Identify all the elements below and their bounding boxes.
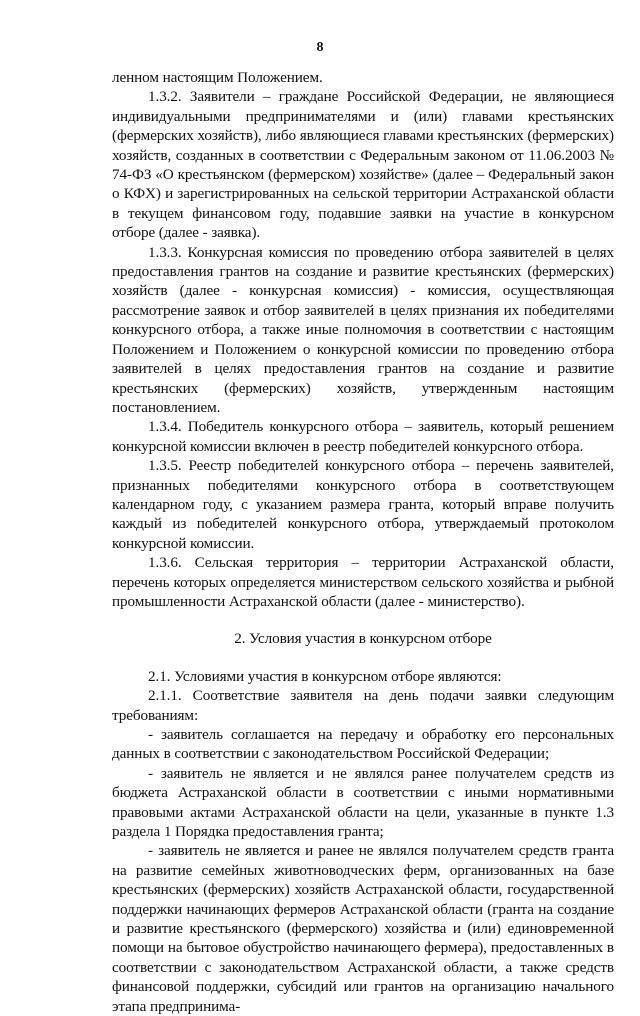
paragraph-1-3-6: 1.3.6. Сельская территория – территории Астраханской области, перечень которых определяется министерством сельского хозяйства и рыбной промышленности Астраханской области (далее - министерство). — [112, 554, 614, 610]
paragraph-1-3-3: 1.3.3. Конкурсная комиссия по проведению отбора заявителей в целях предоставления грантов на создание и развитие крестьянских (фермерских) хозяйств (далее - конкурсная комиссия) - комиссия, осуществляющая рассмотрение заявок и отбор заявителей в целях признания их победителями конкурсного отбора, а также иные полномочия в соответствии с настоящим Положением и Положением о конкурсной комиссии по проведению отбора заявителей в целях предоставления грантов на создание и развитие крестьянских (фермерских) хозяйств, утвержденным настоящим постановлением. — [112, 243, 614, 416]
paragraph-2-1-1: 2.1.1. Соответствие заявителя на день подачи заявки следующим требованиям: — [112, 687, 614, 724]
page-number: 8 — [316, 40, 324, 55]
paragraph-1-3-2: 1.3.2. Заявители – граждане Российской Федерации, не являющиеся индивидуальными предпринимателями и (или) главами крестьянских (фермерских хозяйств), либо являющиеся главами крестьянских (фермерских) хозяйств, созданных в соответствии с Федеральным законом от 11.06.2003 № 74-ФЗ «О крестьянском (фермерском) хозяйстве» (далее – Федеральный закон о КФХ) и зарегистрированных на сельской территории Астраханской области в текущем финансовом году, подавшие заявки на участие в конкурсном отборе (далее - заявка). — [112, 88, 614, 242]
paragraph-1-3-4: 1.3.4. Победитель конкурсного отбора – заявитель, который решением конкурсной комиссии включен в реестр победителей конкурсного отбора. — [112, 418, 614, 455]
paragraph-2-1: 2.1. Условиями участия в конкурсном отборе являются: — [148, 667, 502, 685]
list-item-budget-funds: - заявитель не является и не являлся ранее получателем средств из бюджета Астраханской области в соответствии с иными нормативными правовыми актами Астраханской области на цели, указанные в пункте 1.3 раздела 1 Порядка предоставления гранта; — [112, 764, 614, 841]
paragraph-1-3-5: 1.3.5. Реестр победителей конкурсного отбора – перечень заявителей, признанных победителями конкурсного отбора в соответствующем календарном году, с указанием размера гранта, который вправе получить каждый из победителей конкурсного отбора, утверждаемый протоколом конкурсной комиссии. — [112, 457, 614, 552]
paragraph-continuation: ленном настоящим Положением. — [112, 69, 323, 86]
document-body — [112, 68, 614, 1016]
list-item-personal-data: - заявитель соглашается на передачу и обработку его персональных данных в соответствии с законодательством Российской Федерации; — [112, 726, 614, 763]
list-item-grant-recipient: - заявитель не является и ранее не являлся получателем средств гранта на развитие семейных животноводческих ферм, организованных на базе крестьянских (фермерских) хозяйств Астраханской области, государственной поддержки начинающих фермеров Астраханской области (гранта на создание и развитие крестьянского (фермерского) хозяйства и (или) единовременной помощи на бытовое обустройство начинающего фермера), предоставленных в соответствии с законодательством Астраханской области, а также средств финансовой поддержки, субсидий или грантов на организацию начального этапа предпринима- — [112, 842, 614, 1015]
section-title: 2. Условия участия в конкурсном отборе — [234, 630, 492, 648]
